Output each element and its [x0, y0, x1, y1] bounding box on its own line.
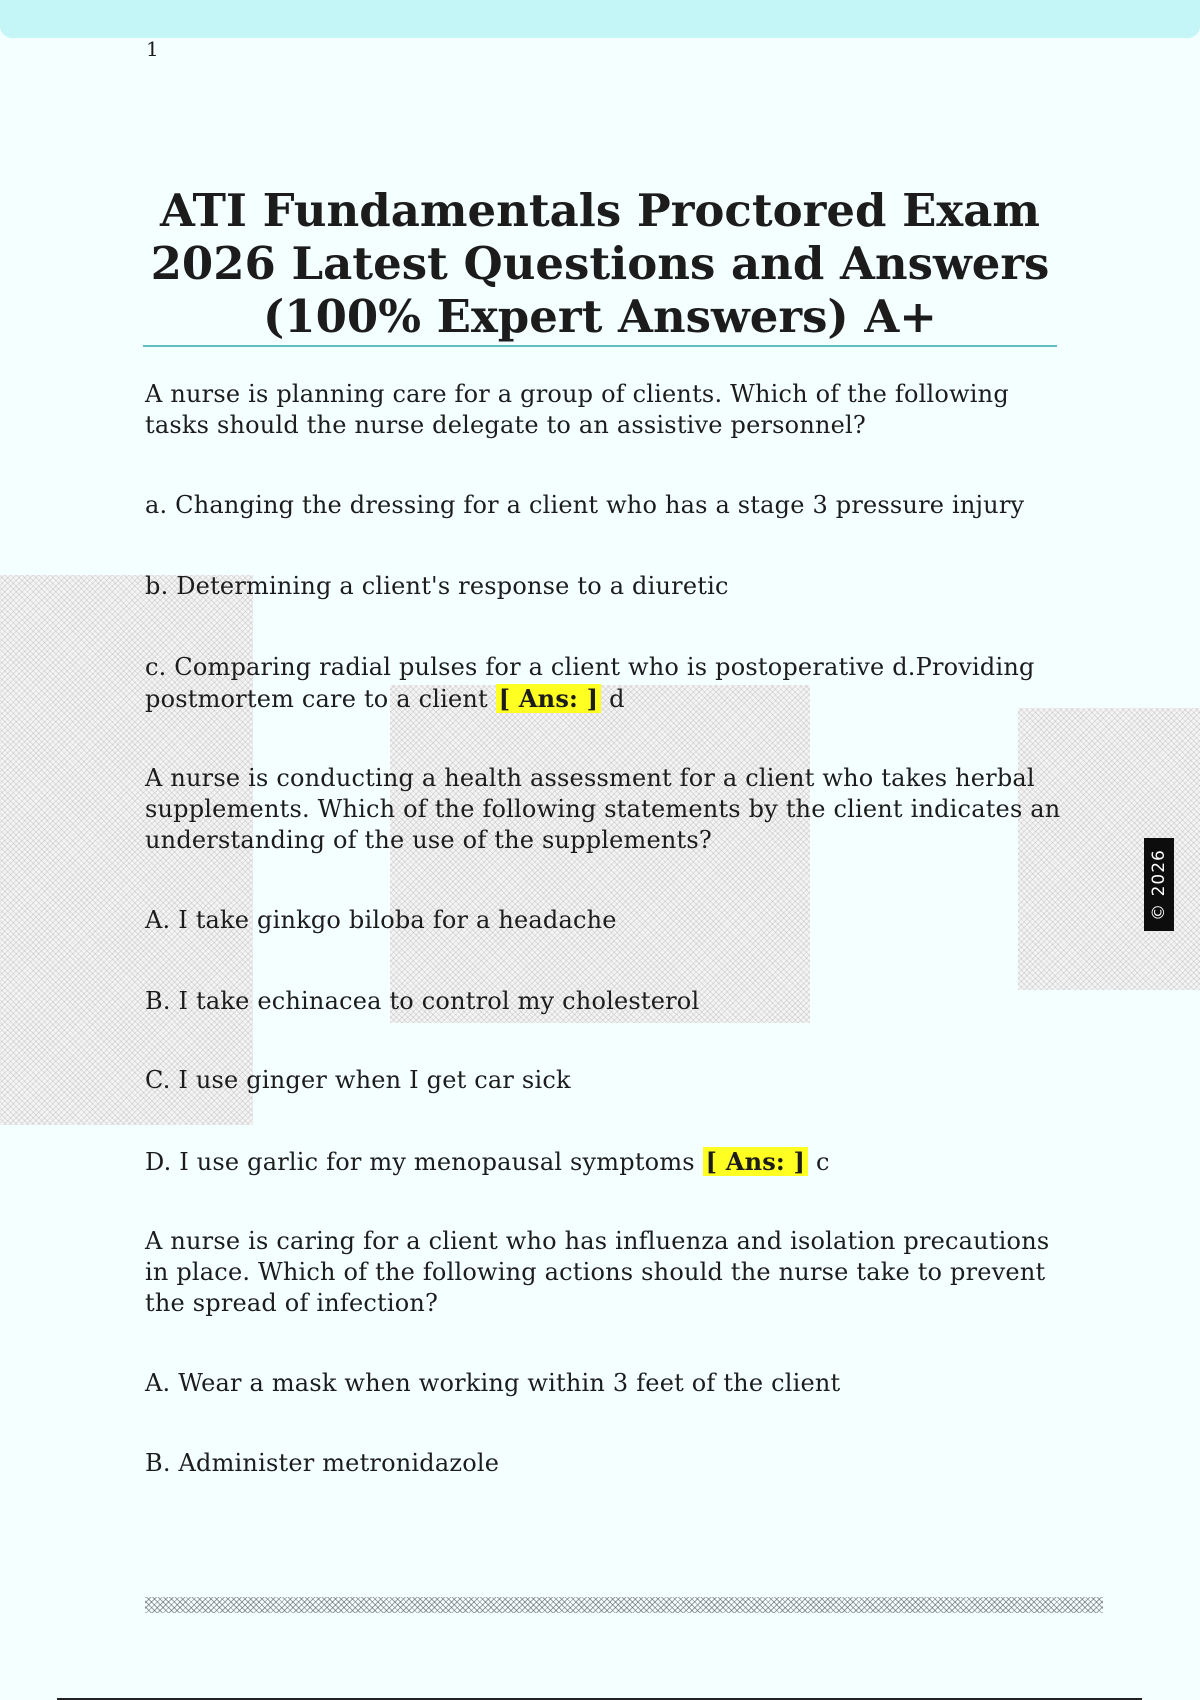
answer-label: [ Ans: ] — [703, 1147, 808, 1176]
question-3-option-b: B. Administer metronidazole — [145, 1449, 500, 1477]
answer-value: c — [815, 1148, 830, 1176]
answer-value: d — [609, 685, 625, 713]
question-1-option-b: b. Determining a client's response to a diuretic — [145, 572, 729, 600]
question-2-option-d — [145, 1146, 1065, 1178]
question-2-option-b: B. I take echinacea to control my cholesterol — [145, 987, 700, 1015]
answer-label: [ Ans: ] — [496, 684, 601, 713]
question-2-option-c: C. I use ginger when I get car sick — [145, 1066, 571, 1094]
decorative-wave-divider — [145, 1597, 1103, 1613]
question-3-option-a: A. Wear a mask when working within 3 feet of the client — [145, 1369, 841, 1397]
title-divider — [143, 345, 1057, 347]
copyright-stamp — [1144, 838, 1174, 931]
page-number: 1 — [146, 37, 159, 61]
question-2-option-a: A. I take ginkgo biloba for a headache — [145, 906, 617, 934]
question-2-option-d-text: D. I use garlic for my menopausal symptoms — [145, 1148, 695, 1176]
question-1-option-c — [145, 652, 1065, 715]
copyright-stamp-text: © 2026 — [1149, 848, 1170, 921]
question-1-stem: A nurse is planning care for a group of clients. Which of the following tasks should the nurse delegate to an assistive personnel? — [145, 380, 1009, 439]
question-1-option-a: a. Changing the dressing for a client who has a stage 3 pressure injury — [145, 491, 1025, 519]
question-3-stem: A nurse is caring for a client who has influenza and isolation precautions in place. Which of the following actions should the nurse take to prevent the spread of infection? — [145, 1227, 1050, 1317]
document-title: ATI Fundamentals Proctored Exam 2026 Latest Questions and Answers (100% Expert Answers) A+ — [150, 184, 1050, 343]
question-2-stem: A nurse is conducting a health assessment for a client who takes herbal supplements. Which of the following statements by the client indicates an understanding of the use of the supplements? — [145, 764, 1061, 854]
top-header-band — [0, 0, 1200, 38]
question-1-option-c-text: c. Comparing radial pulses for a client who is postoperative d.Providing postmortem care to a client — [145, 653, 1035, 713]
